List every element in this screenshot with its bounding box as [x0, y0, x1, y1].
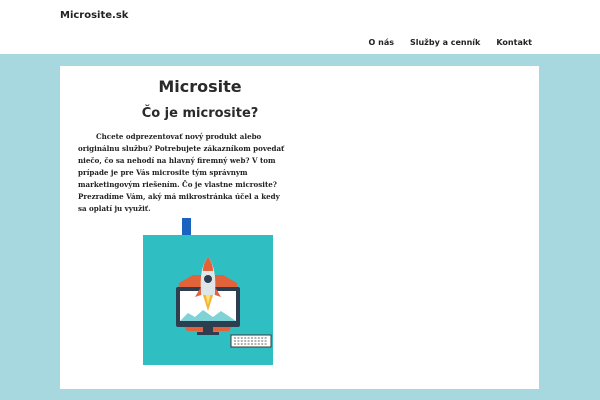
nav-item-kontakt[interactable]: Kontakt	[496, 38, 532, 47]
image-tab-decoration	[182, 218, 191, 236]
main-content	[60, 66, 539, 389]
nav-item-o-nas[interactable]: O nás	[368, 38, 394, 47]
microsite-illustration	[143, 235, 273, 365]
keyboard-icon	[231, 335, 271, 347]
site-title-link[interactable]: Microsite.sk	[60, 10, 129, 21]
intro-paragraph: Chcete odprezentovať nový produkt alebo originálnu službu? Potrebujete zákazníkom povedať niečo, čo sa nehodí na hlavný firemný web? V tom prípade je pre Vás microsite tým správnym marketingovým riešením. Čo je vlastne microsite? Prezradíme Vám, aký má mikrostránka účel a kedy sa oplatí ju využiť.	[78, 132, 285, 213]
section-heading: Čo je microsite?	[141, 106, 259, 121]
main-nav	[369, 38, 532, 47]
page-title: Microsite	[158, 77, 242, 96]
site-header	[0, 0, 600, 54]
nav-item-sluzby[interactable]: Služby a cenník	[409, 38, 481, 47]
